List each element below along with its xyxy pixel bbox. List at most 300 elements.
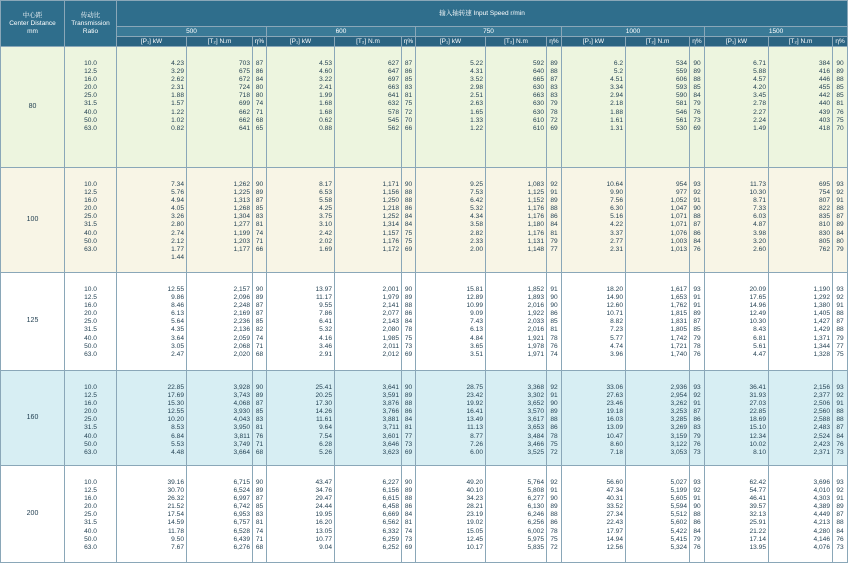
power-value: 9.55 (319, 302, 332, 310)
power-value: 17.30 (315, 400, 332, 408)
efficiency-value: 90 (404, 479, 413, 486)
torque-value: 3,749 (233, 440, 250, 448)
ratio-value: 12.5 (84, 68, 97, 76)
torque-value: 3,950 (233, 424, 250, 432)
power-value: 13.09 (606, 424, 623, 432)
torque-value: 3,881 (382, 416, 399, 424)
torque-value: 439 (818, 108, 830, 116)
efficiency-value: 93 (836, 479, 844, 486)
torque-value: 2,371 (813, 448, 830, 456)
efficiency-value: 75 (404, 237, 413, 245)
efficiency-value: 88 (693, 213, 701, 221)
torque-value: 3,484 (527, 432, 544, 440)
torque-value: 2,560 (813, 408, 830, 416)
torque-value: 5,415 (670, 535, 687, 543)
torque-value: 1,985 (382, 334, 399, 342)
power-value: 2.62 (171, 76, 184, 84)
efficiency-value: 87 (836, 213, 844, 221)
torque-value: 6,227 (382, 479, 399, 486)
torque-value: 2,236 (233, 318, 250, 326)
torque-value-column (626, 47, 690, 168)
efficiency-value-column (833, 47, 848, 168)
efficiency-value: 73 (693, 448, 701, 456)
torque-value-column (187, 168, 253, 273)
torque-value: 5,324 (670, 543, 687, 551)
power-value: 1.99 (319, 92, 332, 100)
efficiency-value: 91 (693, 197, 701, 205)
efficiency-value: 88 (836, 519, 844, 527)
torque-value: 6,997 (233, 495, 250, 503)
torque-value: 442 (818, 92, 830, 100)
efficiency-value: 76 (255, 432, 264, 440)
power-value: 3.51 (470, 350, 483, 358)
efficiency-value-column (690, 47, 705, 168)
efficiency-value: 84 (404, 416, 413, 424)
torque-value: 1,742 (670, 334, 687, 342)
efficiency-value: 86 (550, 310, 558, 318)
power-value: 5.64 (171, 318, 184, 326)
power-value: 12.56 (606, 543, 623, 551)
torque-value-column (486, 371, 547, 466)
power-value: 10.99 (466, 302, 483, 310)
power-value: 30.70 (167, 487, 184, 495)
power-value: 5.26 (319, 448, 332, 456)
ratio-value: 25.0 (84, 318, 97, 326)
torque-value: 4,043 (233, 416, 250, 424)
torque-value: 6,252 (382, 543, 399, 551)
power-value: 6.42 (470, 197, 483, 205)
efficiency-value: 69 (404, 350, 413, 358)
efficiency-value: 71 (255, 342, 264, 350)
power-value: 5.61 (753, 342, 766, 350)
efficiency-value: 86 (693, 519, 701, 527)
efficiency-value: 91 (550, 392, 558, 400)
power-value: 6.53 (319, 189, 332, 197)
center-distance-value: 160 (1, 371, 65, 466)
efficiency-value: 78 (404, 326, 413, 334)
torque-value: 1,815 (670, 310, 687, 318)
efficiency-value: 90 (404, 286, 413, 293)
efficiency-value: 81 (404, 519, 413, 527)
speed-1500: 1500 (705, 27, 848, 37)
efficiency-value-column (833, 466, 848, 563)
efficiency-value: 84 (836, 527, 844, 535)
efficiency-value: 75 (404, 334, 413, 342)
ratio-column (65, 168, 117, 273)
torque-value-column (187, 466, 253, 563)
efficiency-value: 74 (255, 334, 264, 342)
ratio-value: 20.0 (84, 84, 97, 92)
torque-value: 810 (818, 221, 830, 229)
efficiency-value-column (402, 47, 416, 168)
efficiency-value: 69 (693, 124, 701, 132)
power-value: 7.54 (319, 432, 332, 440)
torque-value: 1,277 (233, 221, 250, 229)
power-value: 8.60 (610, 440, 623, 448)
torque-value: 545 (387, 116, 399, 124)
torque-value: 807 (818, 197, 830, 205)
ratio-value: 25.0 (84, 92, 97, 100)
efficiency-value: 88 (836, 408, 844, 416)
efficiency-value: 88 (693, 511, 701, 519)
power-value: 1.68 (319, 108, 332, 116)
power-value: 7.26 (470, 440, 483, 448)
ratio-value: 20.0 (84, 503, 97, 511)
power-value: 2.91 (319, 350, 332, 358)
ratio-value: 63.0 (84, 350, 97, 358)
torque-value: 641 (387, 92, 399, 100)
efficiency-value: 66 (255, 245, 264, 253)
torque-value: 2,524 (813, 432, 830, 440)
torque-value: 630 (532, 84, 544, 92)
efficiency-value: 81 (255, 519, 264, 527)
t2-header: [T₂] N.m (187, 37, 253, 47)
torque-value: 1,893 (527, 294, 544, 302)
efficiency-value: 90 (693, 503, 701, 511)
torque-value: 2,077 (382, 310, 399, 318)
torque-value-column (335, 371, 402, 466)
efficiency-value: 83 (255, 511, 264, 519)
power-value: 2.94 (610, 92, 623, 100)
t2-header: [T₂] N.m (335, 37, 402, 47)
power-value: 7.43 (470, 318, 483, 326)
power-value-column (117, 168, 187, 273)
efficiency-value: 88 (836, 326, 844, 334)
center-distance-value: 80 (1, 47, 65, 168)
torque-value-column (335, 47, 402, 168)
torque-value: 2,156 (813, 384, 830, 391)
torque-value: 1,199 (233, 229, 250, 237)
torque-value: 663 (387, 84, 399, 92)
power-value: 14.26 (315, 408, 332, 416)
power-value: 5.32 (319, 326, 332, 334)
torque-value: 627 (387, 60, 399, 67)
efficiency-value: 86 (550, 213, 558, 221)
torque-value: 1,125 (527, 189, 544, 197)
torque-value-column (769, 168, 833, 273)
ratio-en-2: Ratio (82, 27, 99, 35)
efficiency-value: 91 (550, 189, 558, 197)
efficiency-value: 92 (693, 189, 701, 197)
efficiency-value: 73 (404, 342, 413, 350)
efficiency-value: 93 (693, 479, 701, 486)
power-value: 17.54 (167, 511, 184, 519)
power-value: 12.34 (749, 432, 766, 440)
torque-value-column (626, 466, 690, 563)
torque-value: 1,380 (813, 302, 830, 310)
torque-value: 1,313 (233, 197, 250, 205)
power-value: 3.52 (470, 76, 483, 84)
efficiency-value: 77 (404, 432, 413, 440)
eta-header: η% (402, 37, 416, 47)
ratio-value: 50.0 (84, 116, 97, 124)
power-value: 18.69 (749, 416, 766, 424)
table-row (1, 466, 848, 563)
efficiency-value: 71 (255, 440, 264, 448)
power-value: 1.31 (610, 124, 623, 132)
power-value: 17.14 (749, 535, 766, 543)
torque-value: 1,218 (382, 205, 399, 213)
efficiency-value: 90 (255, 479, 264, 486)
torque-value: 1,071 (670, 221, 687, 229)
power-value: 9.04 (319, 543, 332, 551)
efficiency-value: 76 (836, 535, 844, 543)
torque-value: 1,304 (233, 213, 250, 221)
efficiency-value: 80 (836, 237, 844, 245)
torque-value: 3,570 (527, 408, 544, 416)
torque-value: 2,136 (233, 326, 250, 334)
power-value-column (267, 371, 335, 466)
efficiency-value: 91 (550, 286, 558, 293)
torque-value: 1,762 (670, 302, 687, 310)
efficiency-value-column (253, 466, 267, 563)
power-value: 4.74 (610, 342, 623, 350)
power-value: 6.81 (753, 334, 766, 342)
efficiency-value: 75 (404, 229, 413, 237)
power-value: 3.05 (171, 342, 184, 350)
power-value: 13.97 (315, 286, 332, 293)
efficiency-value: 83 (550, 92, 558, 100)
power-value: 2.02 (319, 237, 332, 245)
efficiency-value: 71 (255, 535, 264, 543)
ratio-value: 25.0 (84, 416, 97, 424)
power-value-column (416, 466, 486, 563)
power-value: 2.00 (470, 245, 483, 253)
power-value-column (562, 371, 626, 466)
t2-header: [T₂] N.m (486, 37, 547, 47)
torque-value: 641 (238, 124, 250, 132)
efficiency-value: 68 (255, 350, 264, 358)
power-value: 1.33 (470, 116, 483, 124)
torque-value: 1,344 (813, 342, 830, 350)
power-value: 3.46 (319, 342, 332, 350)
power-value: 10.02 (749, 440, 766, 448)
torque-value: 2,059 (233, 334, 250, 342)
ratio-value: 50.0 (84, 440, 97, 448)
ratio-column (65, 47, 117, 168)
ratio-value: 16.0 (84, 197, 97, 205)
efficiency-value-column (402, 168, 416, 273)
efficiency-value: 79 (836, 245, 844, 253)
efficiency-value: 89 (404, 487, 413, 495)
torque-value: 1,003 (670, 237, 687, 245)
power-value: 2.98 (470, 84, 483, 92)
efficiency-value: 92 (836, 189, 844, 197)
ratio-value: 10.0 (84, 60, 97, 67)
power-value: 2.12 (171, 237, 184, 245)
torque-value: 446 (818, 76, 830, 84)
torque-value: 2,377 (813, 392, 830, 400)
efficiency-value: 87 (255, 60, 264, 67)
p1-header: [P₁] kW (705, 37, 769, 47)
torque-value: 2,483 (813, 424, 830, 432)
power-value: 4.47 (753, 350, 766, 358)
efficiency-value: 89 (404, 392, 413, 400)
ratio-column (65, 466, 117, 563)
efficiency-value-column (547, 371, 562, 466)
torque-value: 675 (238, 68, 250, 76)
power-value: 9.25 (470, 181, 483, 188)
efficiency-value: 76 (693, 440, 701, 448)
torque-value: 1,805 (670, 326, 687, 334)
power-value: 6.84 (171, 432, 184, 440)
ratio-value: 12.5 (84, 487, 97, 495)
torque-value: 6,130 (527, 503, 544, 511)
efficiency-value: 68 (255, 448, 264, 456)
power-value: 23.19 (466, 511, 483, 519)
torque-value: 6,615 (382, 495, 399, 503)
power-value-column (416, 273, 486, 371)
efficiency-value: 75 (550, 440, 558, 448)
torque-value-column (187, 371, 253, 466)
power-value: 5.53 (171, 440, 184, 448)
torque-value: 830 (818, 229, 830, 237)
eta-header: η% (833, 37, 848, 47)
efficiency-value: 91 (550, 487, 558, 495)
efficiency-value: 86 (550, 519, 558, 527)
torque-value: 1,721 (670, 342, 687, 350)
efficiency-value: 91 (693, 302, 701, 310)
torque-value: 1,268 (233, 205, 250, 213)
efficiency-value: 84 (550, 221, 558, 229)
efficiency-value: 82 (255, 326, 264, 334)
torque-value: 546 (675, 108, 687, 116)
torque-value: 6,439 (233, 535, 250, 543)
torque-value: 672 (238, 76, 250, 84)
torque-value-column (335, 168, 402, 273)
efficiency-value: 84 (693, 237, 701, 245)
power-value-column (117, 466, 187, 563)
torque-value: 5,835 (527, 543, 544, 551)
ratio-value: 63.0 (84, 124, 97, 132)
ratio-value: 63.0 (84, 245, 97, 253)
power-value: 25.91 (749, 519, 766, 527)
efficiency-value-column (547, 273, 562, 371)
torque-value: 6,246 (527, 511, 544, 519)
power-value: 7.67 (171, 543, 184, 551)
power-value-column (117, 47, 187, 168)
ratio-value: 10.0 (84, 286, 97, 293)
torque-value: 1,156 (382, 189, 399, 197)
efficiency-value: 91 (836, 197, 844, 205)
efficiency-value: 79 (693, 334, 701, 342)
torque-value: 835 (818, 213, 830, 221)
power-value: 5.88 (753, 68, 766, 76)
torque-value: 6,276 (233, 543, 250, 551)
p1-header: [P₁] kW (267, 37, 335, 47)
power-value: 1.61 (610, 116, 623, 124)
efficiency-value: 71 (255, 237, 264, 245)
torque-value: 1,176 (527, 205, 544, 213)
power-value: 27.34 (606, 511, 623, 519)
torque-value-column (486, 168, 547, 273)
power-value: 22.43 (606, 519, 623, 527)
speed-row (1, 27, 848, 37)
ratio-value: 40.0 (84, 229, 97, 237)
torque-value: 1,176 (527, 213, 544, 221)
efficiency-value: 90 (255, 384, 264, 391)
efficiency-value: 90 (550, 294, 558, 302)
efficiency-value-column (253, 371, 267, 466)
torque-value: 3,285 (670, 416, 687, 424)
efficiency-value: 86 (404, 310, 413, 318)
center-distance-group (1, 47, 848, 168)
power-value: 2.47 (171, 350, 184, 358)
power-value: 4.51 (610, 76, 623, 84)
torque-value: 3,664 (233, 448, 250, 456)
power-value: 4.20 (753, 84, 766, 92)
power-value: 39.16 (167, 479, 184, 486)
ratio-value: 16.0 (84, 495, 97, 503)
power-value: 6.30 (610, 205, 623, 213)
torque-value: 3,601 (382, 432, 399, 440)
efficiency-value: 90 (550, 400, 558, 408)
power-value: 8.53 (171, 424, 184, 432)
efficiency-value: 88 (836, 205, 844, 213)
torque-value: 1,071 (670, 213, 687, 221)
efficiency-value: 91 (693, 400, 701, 408)
torque-value: 6,458 (382, 503, 399, 511)
efficiency-value-column (402, 466, 416, 563)
power-value: 6.2 (613, 60, 623, 67)
torque-value: 4,146 (813, 535, 830, 543)
ratio-value: 63.0 (84, 448, 97, 456)
efficiency-value: 78 (550, 108, 558, 116)
power-value: 4.87 (753, 221, 766, 229)
efficiency-value: 87 (255, 302, 264, 310)
power-value: 2.60 (753, 245, 766, 253)
efficiency-value: 84 (404, 213, 413, 221)
torque-value: 3,653 (527, 424, 544, 432)
power-value: 14.94 (606, 535, 623, 543)
ratio-cn: 传动比 (80, 11, 101, 19)
torque-value: 5,764 (527, 479, 544, 486)
power-value: 8.82 (610, 318, 623, 326)
power-value: 5.32 (470, 205, 483, 213)
power-value: 2.42 (319, 229, 332, 237)
efficiency-value-column (833, 371, 848, 466)
power-value: 6.00 (470, 448, 483, 456)
torque-value: 703 (238, 60, 250, 67)
ratio-value: 31.5 (84, 100, 97, 108)
speed-500: 500 (117, 27, 267, 37)
efficiency-value: 72 (550, 448, 558, 456)
efficiency-value: 87 (836, 424, 844, 432)
torque-value: 1,405 (813, 310, 830, 318)
power-value: 10.77 (315, 535, 332, 543)
torque-value: 6,002 (527, 527, 544, 535)
torque-value: 3,930 (233, 408, 250, 416)
ratio-value: 16.0 (84, 400, 97, 408)
efficiency-value: 69 (404, 245, 413, 253)
power-value: 12.55 (167, 408, 184, 416)
ratio-value: 16.0 (84, 76, 97, 84)
torque-value: 2,157 (233, 286, 250, 293)
torque-value-column (486, 47, 547, 168)
power-value: 15.05 (466, 527, 483, 535)
efficiency-value: 75 (404, 100, 413, 108)
torque-value: 2,248 (233, 302, 250, 310)
efficiency-value: 76 (693, 350, 701, 358)
speed-1000: 1000 (562, 27, 705, 37)
torque-value: 665 (532, 76, 544, 84)
efficiency-value: 78 (693, 342, 701, 350)
efficiency-value: 79 (693, 100, 701, 108)
power-value: 25.41 (315, 384, 332, 391)
ratio-value: 16.0 (84, 302, 97, 310)
efficiency-value: 87 (693, 318, 701, 326)
torque-value: 5,594 (670, 503, 687, 511)
